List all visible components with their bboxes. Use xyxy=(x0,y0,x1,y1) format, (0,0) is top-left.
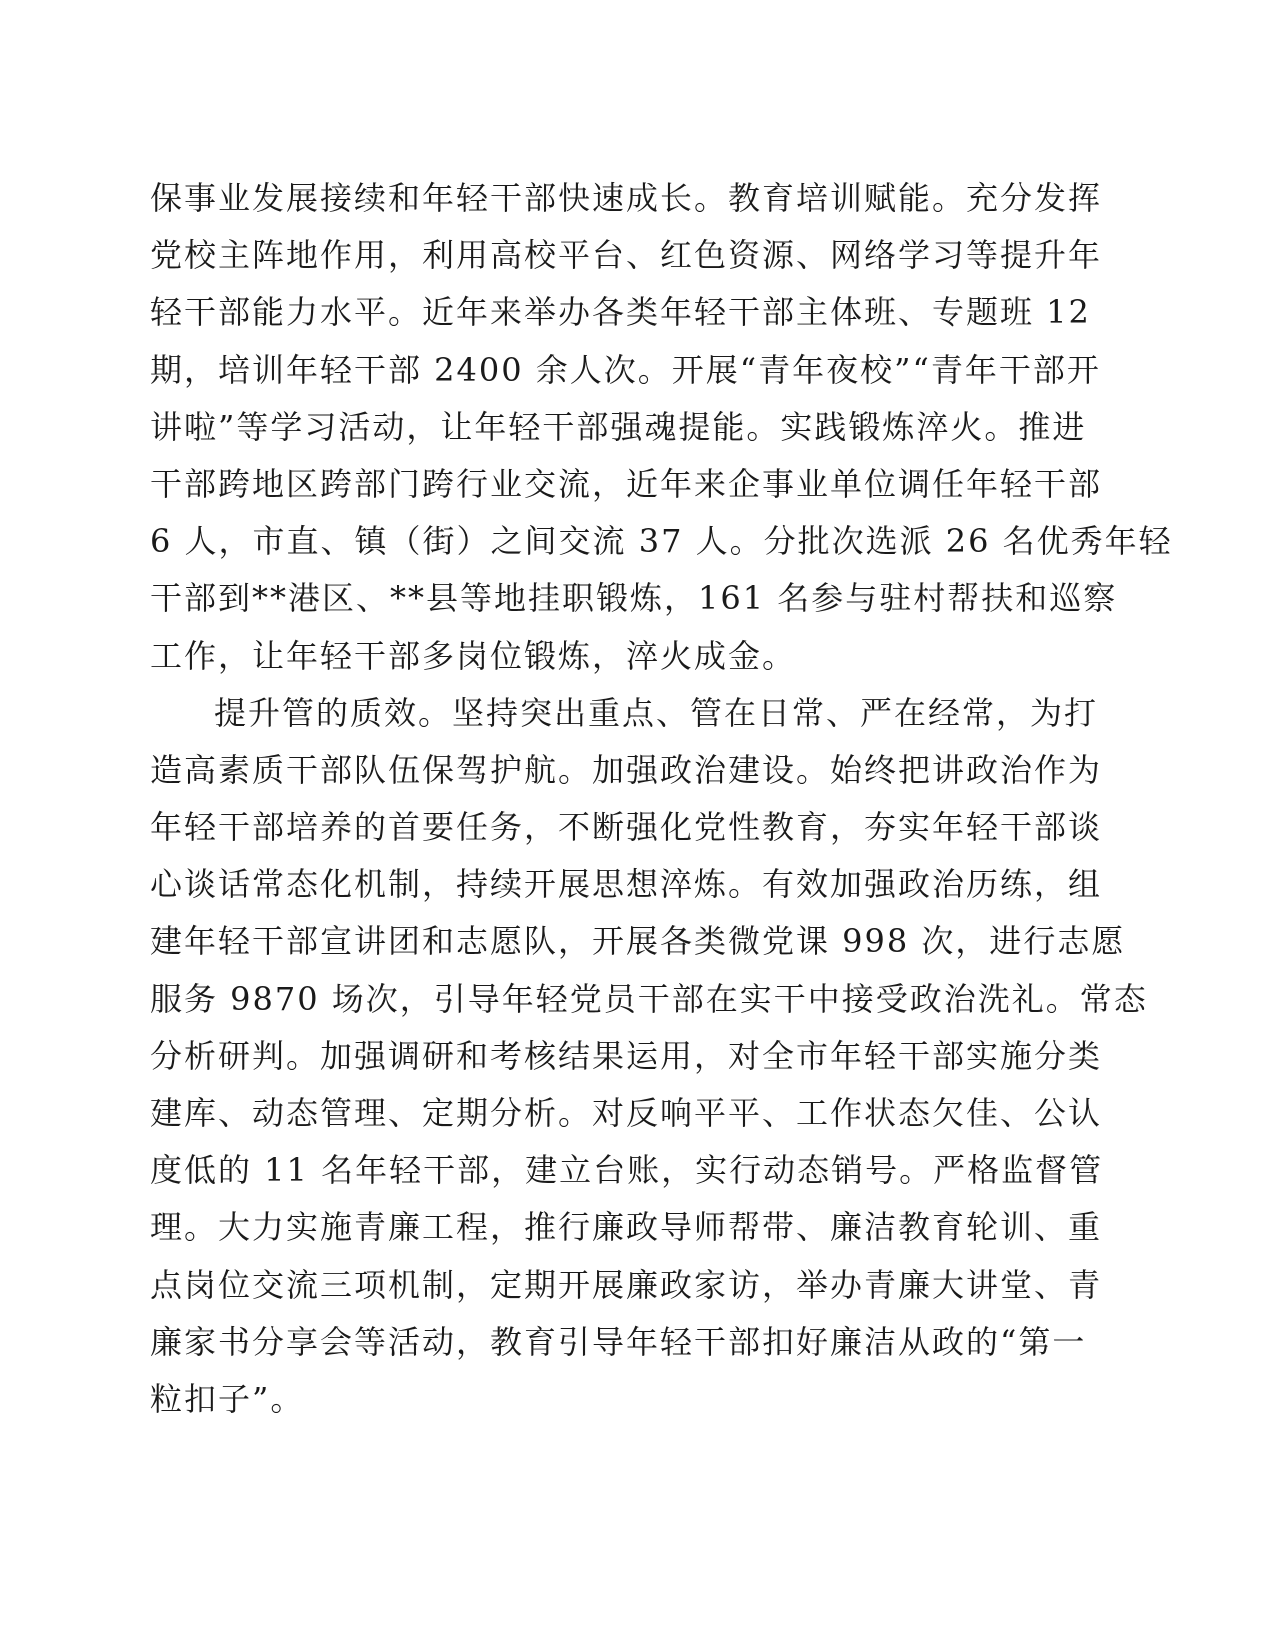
paragraph-line: 保事业发展接续和年轻干部快速成长。教育培训赋能。充分发挥 xyxy=(150,179,1103,217)
paragraph-line: 提升管的质效。坚持突出重点、管在日常、严在经常，为打 xyxy=(214,693,1099,732)
paragraph-line: 年轻干部培养的首要任务，不断强化党性教育，夯实年轻干部谈 xyxy=(150,808,1103,847)
paragraph-line: 轻干部能力水平。近年来举办各类年轻干部主体班、专题班 12 xyxy=(150,293,1091,332)
paragraph-line: 干部到**港区、**县等地挂职锻炼，161 名参与驻村帮扶和巡察 xyxy=(150,579,1118,618)
paragraph-line: 粒扣子”。 xyxy=(150,1379,305,1418)
paragraph-line: 讲啦”等学习活动，让年轻干部强魂提能。实践锻炼淬火。推进 xyxy=(150,407,1087,446)
paragraph-line: 度低的 11 名年轻干部，建立台账，实行动态销号。严格监督管 xyxy=(150,1151,1104,1190)
paragraph-line: 廉家书分享会等活动，教育引导年轻干部扣好廉洁从政的“第一 xyxy=(150,1322,1087,1361)
paragraph-line: 心谈话常态化机制，持续开展思想淬炼。有效加强政治历练，组 xyxy=(150,865,1103,904)
paragraph-line: 造高素质干部队伍保驾护航。加强政治建设。始终把讲政治作为 xyxy=(150,750,1103,789)
paragraph-line: 干部跨地区跨部门跨行业交流，近年来企事业单位调任年轻干部 xyxy=(150,464,1103,503)
paragraph-line: 党校主阵地作用，利用高校平台、红色资源、网络学习等提升年 xyxy=(150,236,1103,275)
paragraph-line: 点岗位交流三项机制，定期开展廉政家访，举办青廉大讲堂、青 xyxy=(150,1265,1103,1304)
paragraph-line: 6 人，市直、镇（街）之间交流 37 人。分批次选派 26 名优秀年轻 xyxy=(150,522,1173,561)
paragraph-line: 建库、动态管理、定期分析。对反响平平、工作状态欠佳、公认 xyxy=(150,1094,1103,1132)
paragraph-1 xyxy=(150,170,1173,685)
paragraph-line: 理。大力实施青廉工程，推行廉政导师帮带、廉洁教育轮训、重 xyxy=(150,1208,1103,1247)
document-body xyxy=(150,170,1173,1428)
paragraph-line: 期，培训年轻干部 2400 余人次。开展“青年夜校”“青年干部开 xyxy=(150,350,1101,389)
paragraph-line: 工作，让年轻干部多岗位锻炼，淬火成金。 xyxy=(150,636,797,675)
paragraph-line: 服务 9870 场次，引导年轻党员干部在实干中接受政治洗礼。常态 xyxy=(150,979,1148,1018)
paragraph-line: 分析研判。加强调研和考核结果运用，对全市年轻干部实施分类 xyxy=(150,1036,1103,1075)
paragraph-2 xyxy=(150,685,1148,1428)
paragraph-line: 建年轻干部宣讲团和志愿队，开展各类微党课 998 次，进行志愿 xyxy=(150,922,1126,961)
